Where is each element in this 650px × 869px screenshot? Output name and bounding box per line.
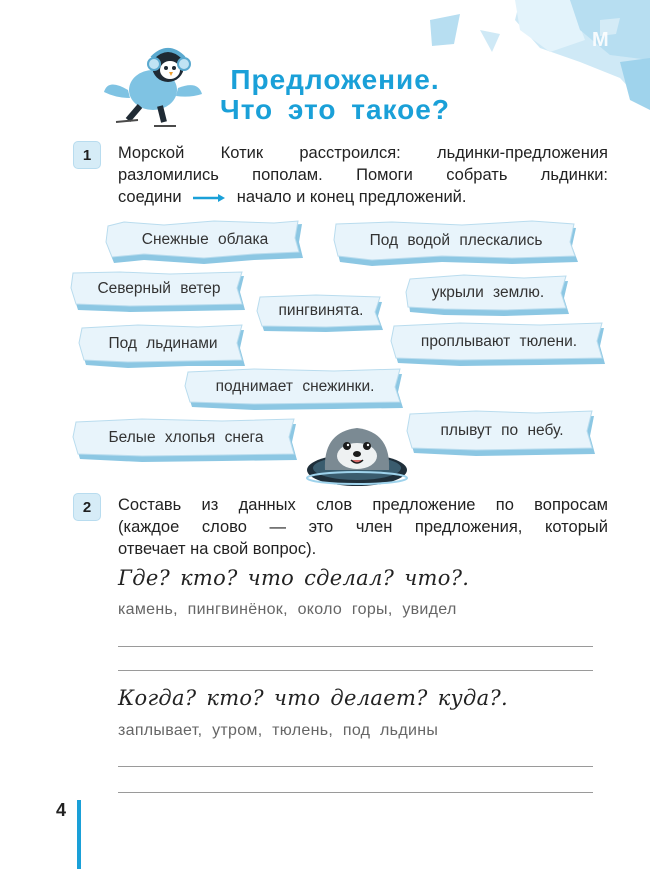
corner-letter: М (592, 29, 609, 51)
page-number: 4 (56, 800, 67, 820)
task-1-line-3-start: соедини (118, 188, 182, 206)
exercise-1-questions: Где? кто? что сделал? что?. (118, 566, 470, 590)
ice-floe-text: укрыли землю. (431, 284, 545, 301)
ice-floe-text: Под водой плескались (369, 232, 543, 249)
writing-line[interactable] (118, 646, 593, 647)
ice-floe-text: Северный ветер (97, 280, 221, 297)
ice-floe-7[interactable] (390, 322, 608, 368)
writing-line[interactable] (118, 792, 593, 793)
exercise-1-words: камень, пингвинёнок, около горы, увидел (118, 601, 457, 618)
ice-floe-text: пингвинята. (278, 302, 364, 319)
task-1-number-badge: 1 (73, 141, 101, 169)
task-2-line-2: (каждое слово — это член предложения, который (118, 518, 608, 536)
task-1-line-2: разломились пополам. Помоги собрать льдинки: (118, 166, 608, 184)
ice-floe-text: Снежные облака (141, 231, 269, 248)
ice-floe-1[interactable] (104, 220, 306, 266)
task-1-line-3 (118, 186, 608, 208)
exercise-2-words: заплывает, утром, тюлень, под льдины (118, 722, 439, 739)
ice-floe-text: плывут по небу. (440, 422, 564, 439)
ice-floe-9[interactable] (72, 418, 300, 464)
page-title-line-2: Что это такое? (220, 94, 450, 125)
ice-floe-5[interactable] (404, 274, 572, 318)
ice-floe-2[interactable] (332, 220, 580, 268)
page-title-line-1: Предложение. (230, 64, 440, 95)
connect-arrow-icon (192, 193, 226, 203)
ice-floe-8[interactable] (184, 368, 406, 412)
ice-floe-text: Под льдинами (108, 335, 218, 352)
task-2-instructions (118, 494, 608, 560)
task-2-line-1: Составь из данных слов предложение по вопросам (118, 496, 608, 514)
task-1-line-1: Морской Котик расстроился: льдинки-предложения (118, 144, 608, 162)
ice-floe-6[interactable] (78, 324, 248, 370)
ice-floe-text: поднимает снежинки. (215, 378, 375, 395)
seal-in-ice-hole-illustration (303, 418, 411, 488)
exercise-2-questions: Когда? кто? что делает? куда?. (118, 686, 508, 710)
task-2-number-badge: 2 (73, 493, 101, 521)
penguin-skater-illustration (98, 40, 208, 130)
task-1-instructions (118, 142, 608, 208)
ice-floe-3[interactable] (70, 270, 248, 314)
page-margin-bar (77, 800, 81, 869)
task-2-line-3: отвечает на свой вопрос). (118, 540, 317, 558)
ice-floe-text: проплывают тюлени. (420, 333, 578, 350)
ice-floe-10[interactable] (406, 410, 598, 458)
ice-floe-4[interactable] (256, 294, 386, 334)
writing-line[interactable] (118, 670, 593, 671)
ice-floe-text: Белые хлопья снега (108, 429, 264, 446)
writing-line[interactable] (118, 766, 593, 767)
task-1-line-3-end: начало и конец предложений. (236, 188, 467, 206)
